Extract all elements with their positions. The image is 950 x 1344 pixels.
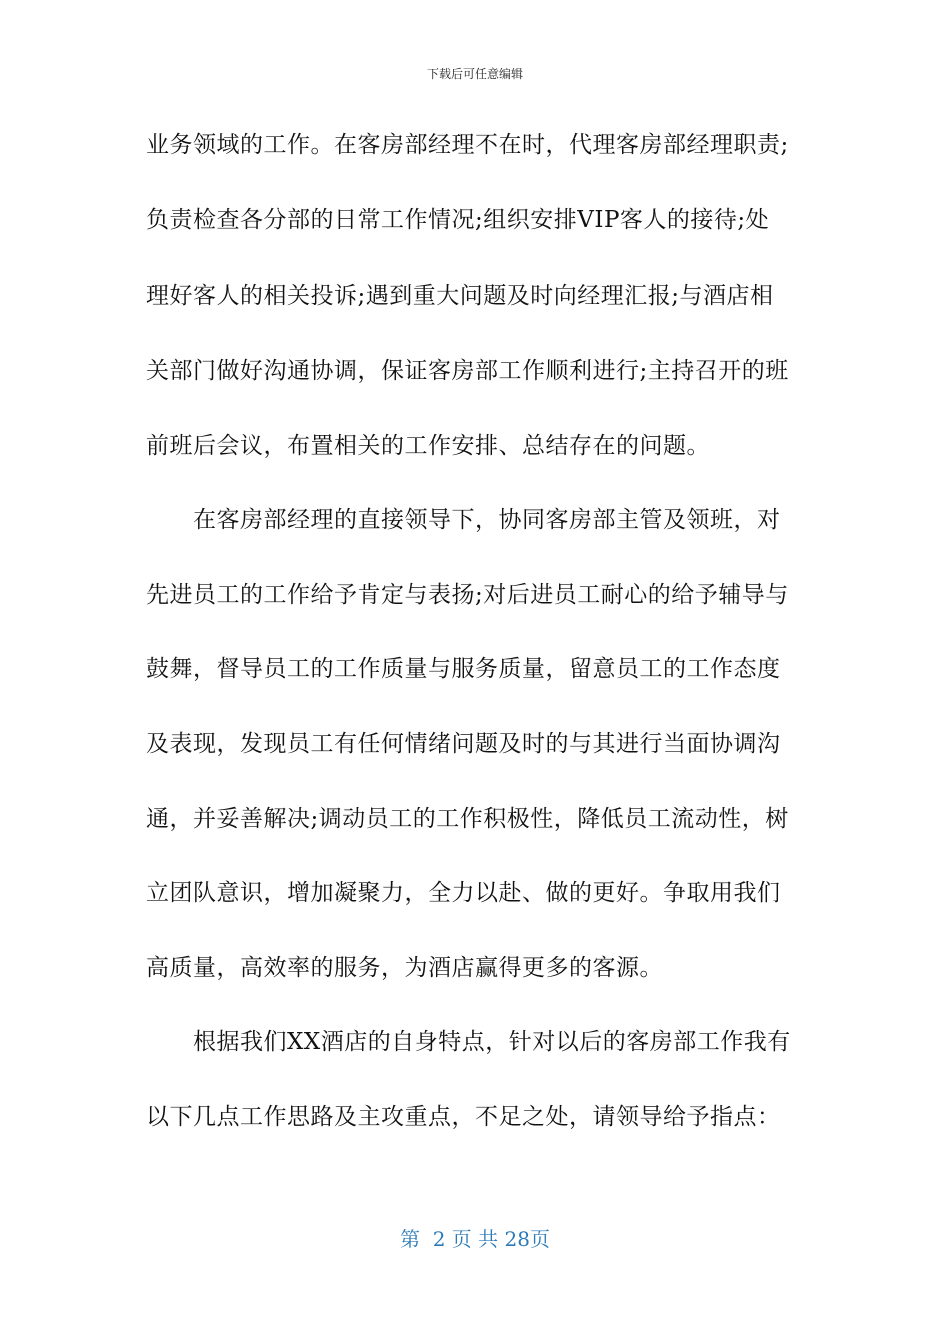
text-line: 高质量，高效率的服务，为酒店赢得更多的客源。	[146, 955, 663, 981]
text-line: 及表现，发现员工有任何情绪问题及时的与其进行当面协调沟	[146, 731, 781, 757]
text-line: 关部门做好沟通协调，保证客房部工作顺利进行;主持召开的班	[146, 358, 789, 384]
text-line: 前班后会议，布置相关的工作安排、总结存在的问题。	[146, 433, 710, 459]
text-line: 先进员工的工作给予肯定与表扬;对后进员工耐心的给予辅导与	[146, 582, 789, 608]
paragraph-first-line: 在客房部经理的直接领导下，协同客房部主管及领班，对	[193, 507, 781, 533]
text-line: 负责检查各分部的日常工作情况;组织安排VIP客人的接待;处	[146, 207, 770, 233]
text-line: 鼓舞，督导员工的工作质量与服务质量，留意员工的工作态度	[146, 656, 781, 682]
text-line: 理好客人的相关投诉;遇到重大问题及时向经理汇报;与酒店相	[146, 283, 774, 309]
text-line: 业务领域的工作。在客房部经理不在时，代理客房部经理职责;	[146, 132, 789, 158]
paragraph-first-line: 根据我们XX酒店的自身特点，针对以后的客房部工作我有	[193, 1029, 791, 1055]
page-header-note: 下载后可任意编辑	[426, 67, 523, 81]
text-line: 以下几点工作思路及主攻重点，不足之处，请领导给予指点：	[146, 1104, 781, 1130]
text-line: 立团队意识，增加凝聚力，全力以赴、做的更好。争取用我们	[146, 880, 781, 906]
text-line: 通，并妥善解决;调动员工的工作积极性，降低员工流动性，树	[146, 806, 789, 832]
page-number-footer: 第 2 页 共 28页	[400, 1227, 550, 1251]
